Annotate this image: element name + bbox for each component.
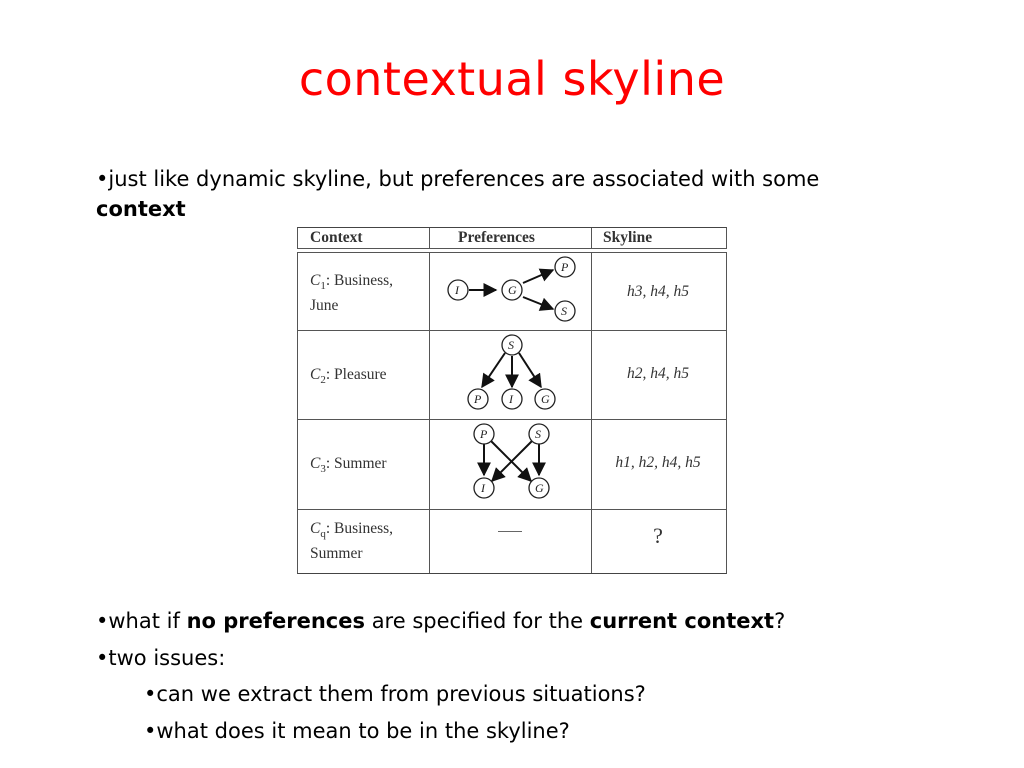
sub-bullet-meaning: •what does it mean to be in the skyline? (144, 719, 570, 743)
table-row-skyline: h3, h4, h5 (627, 283, 689, 300)
table-row-skyline: h1, h2, h4, h5 (615, 454, 701, 471)
table-row-skyline: h2, h4, h5 (627, 365, 689, 382)
bullet-two-issues: •two issues: (96, 646, 226, 670)
table-row-context: $C_2$: Pleasure (310, 366, 387, 387)
node-label: G (535, 481, 544, 495)
header-preferences: Preferences (458, 229, 535, 246)
sub-bullet-extract: •can we extract them from previous situations? (144, 682, 646, 706)
preference-graphs (298, 253, 726, 573)
preference-graph-c2 (468, 335, 555, 409)
context-preference-table (297, 227, 727, 575)
node-label: G (541, 392, 550, 406)
bullet-dynamic-skyline (96, 164, 856, 224)
node-label: I (455, 283, 459, 297)
node-label: S (535, 427, 541, 441)
node-label: I (509, 392, 513, 406)
preference-graph-c3 (474, 424, 549, 498)
header-skyline: Skyline (603, 229, 653, 246)
bullet-no-preferences: •what if no preferences are specified for the current context? (96, 609, 786, 633)
node-label: G (508, 283, 517, 297)
table-row-context: $C_q$: Business, Summer (310, 520, 394, 563)
node-label: P (480, 427, 488, 441)
node-label: S (561, 304, 567, 318)
bullet-text: •just like dynamic skyline, but preferences are associated with some (96, 167, 820, 191)
table-row-context: $C_1$: Business, June (310, 272, 394, 315)
table-row-context: $C_3$: Summer (310, 455, 387, 476)
slide-title: contextual skyline (298, 52, 726, 106)
preference-graph-c1 (448, 257, 575, 321)
table-row-skyline: ? (653, 523, 663, 548)
table-header (297, 227, 727, 249)
node-label: P (474, 392, 482, 406)
node-label: P (561, 260, 569, 274)
table-body (297, 252, 727, 574)
node-label: I (481, 481, 485, 495)
header-context: Context (310, 229, 363, 246)
bullet-bold-term: context (96, 197, 186, 221)
node-label: S (508, 338, 514, 352)
